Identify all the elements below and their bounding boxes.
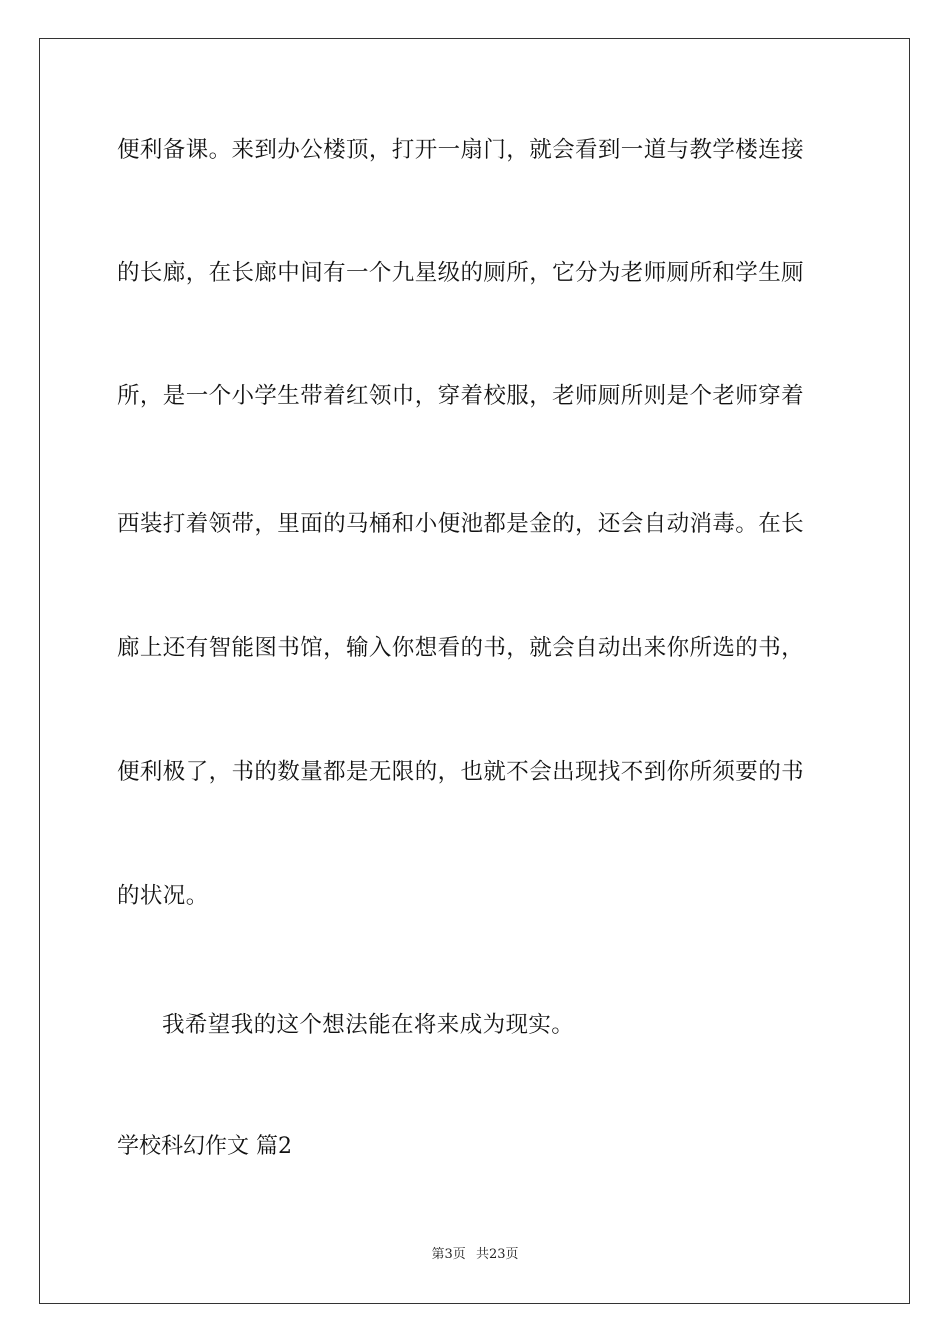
body-text-line-4: 西装打着领带，里面的马桶和小便池都是金的，还会自动消毒。在长 <box>117 511 805 537</box>
body-text-line-5: 廊上还有智能图书馆，输入你想看的书，就会自动出来你所选的书， <box>117 635 805 661</box>
body-text-line-6: 便利极了，书的数量都是无限的，也就不会出现找不到你所须要的书 <box>117 759 805 785</box>
page-total: 共23页 <box>475 1247 519 1262</box>
section-heading: 学校科幻作文 篇2 <box>117 1134 292 1159</box>
page-number: 第3页 <box>431 1247 466 1262</box>
body-text-line-3: 所，是一个小学生带着红领巾，穿着校服，老师厕所则是个老师穿着 <box>117 383 805 409</box>
page-footer <box>0 1246 950 1264</box>
body-text-line-7: 的状况。 <box>117 883 209 909</box>
body-text-line-1: 便利备课。来到办公楼顶，打开一扇门，就会看到一道与教学楼连接 <box>117 137 805 163</box>
body-paragraph-closing: 我希望我的这个想法能在将来成为现实。 <box>162 1012 575 1038</box>
page-border <box>39 38 910 1304</box>
body-text-line-2: 的长廊，在长廊中间有一个九星级的厕所，它分为老师厕所和学生厕 <box>117 260 805 286</box>
